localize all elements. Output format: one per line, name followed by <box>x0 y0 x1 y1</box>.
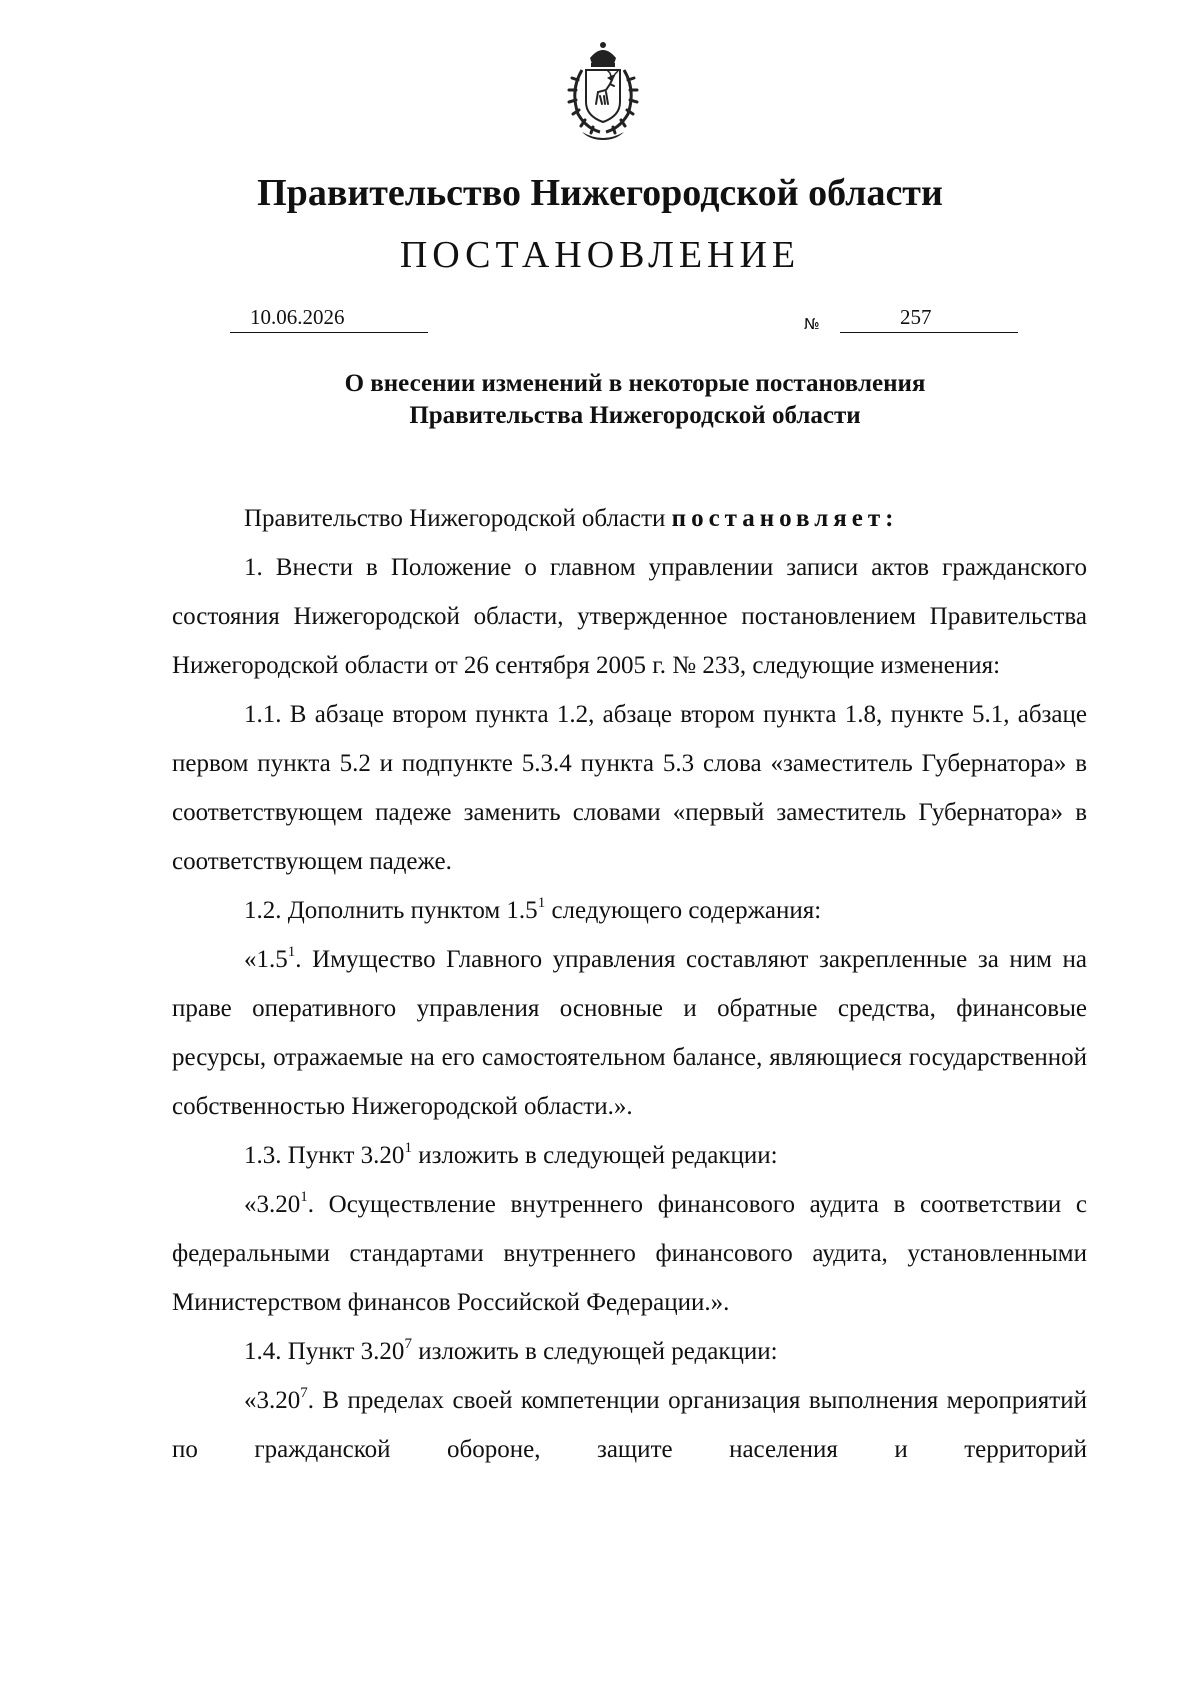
text-part: изложить в следующей редакции: <box>411 1142 778 1169</box>
intro-prefix: Правительство Нижегородской области <box>244 505 666 532</box>
superscript: 1 <box>404 1139 412 1156</box>
text-part: . Имущество Главного управления составляют закрепленные за ним на праве оперативного управления основные и обратные средства, финансовые ресурсы, отражаемые на его самостоятельном балансе, являющиеся государственной собственностью Нижегородской области.». <box>172 946 1087 1120</box>
nizhny-novgorod-coat-of-arms-icon <box>560 40 646 144</box>
date-field <box>230 302 428 333</box>
superscript: 1 <box>300 1188 308 1205</box>
paragraph-1-3-quote <box>172 1180 1087 1327</box>
subject-line-2: Правительства Нижегородской области <box>409 402 861 429</box>
paragraph-1: 1. Внести в Положение о главном управлении записи актов гражданского состояния Нижегородской области, утвержденное постановлением Правительства Нижегородской области от 26 сентября 2005 г. № 233, следующие изменения: <box>172 554 1087 679</box>
paragraph-1-1: 1.1. В абзаце втором пункта 1.2, абзаце втором пункта 1.8, пункте 5.1, абзаце первом пункта 5.2 и подпункте 5.3.4 пункта 5.3 слова «заместитель Губернатора» в соответствующем падеже заменить словами «первый заместитель Губернатора» в соответствующем падеже. <box>172 701 1087 875</box>
paragraph-1-4 <box>172 1327 1087 1376</box>
text-part: изложить в следующей редакции: <box>411 1338 778 1365</box>
number-sign: № <box>804 315 820 333</box>
document-date: 10.06.2026 <box>250 305 345 329</box>
paragraph-1-3 <box>172 1131 1087 1180</box>
decree-word: постановляет: <box>671 505 899 532</box>
document-type: ПОСТАНОВЛЕНИЕ <box>399 234 801 276</box>
document-number: 257 <box>900 305 932 329</box>
intro-paragraph <box>172 494 1087 543</box>
text-part: «3.20 <box>244 1191 301 1218</box>
text-part: «1.5 <box>244 946 288 973</box>
text-part: 1.4. Пункт 3.20 <box>244 1338 405 1365</box>
document-body <box>172 494 1087 1474</box>
text-part: следующего содержания: <box>545 897 822 924</box>
number-field <box>840 302 1018 333</box>
superscript: 1 <box>537 894 546 911</box>
superscript: 1 <box>287 943 296 960</box>
paragraph-1-2 <box>172 886 1087 935</box>
text-part: «3.20 <box>244 1387 301 1414</box>
text-part: . Осуществление внутреннего финансового аудита в соответствии с федеральными стандартами внутреннего финансового аудита, установленными Министерством финансов Российской Федерации.». <box>172 1191 1087 1316</box>
paragraph-1-2-quote <box>172 935 1087 1131</box>
document-subject <box>0 368 1200 432</box>
superscript: 7 <box>300 1384 308 1401</box>
text-part: 1.3. Пункт 3.20 <box>244 1142 405 1169</box>
paragraph-1-4-quote <box>172 1376 1087 1474</box>
subject-line-1: О внесении изменений в некоторые постановления <box>344 370 926 397</box>
government-title: Правительство Нижегородской области <box>257 172 943 214</box>
text-part: 1.2. Дополнить пунктом 1.5 <box>244 897 538 924</box>
superscript: 7 <box>404 1335 412 1352</box>
text-part: . В пределах своей компетенции организация выполнения мероприятий по гражданской обороне, защите населения и территорий <box>172 1387 1087 1463</box>
